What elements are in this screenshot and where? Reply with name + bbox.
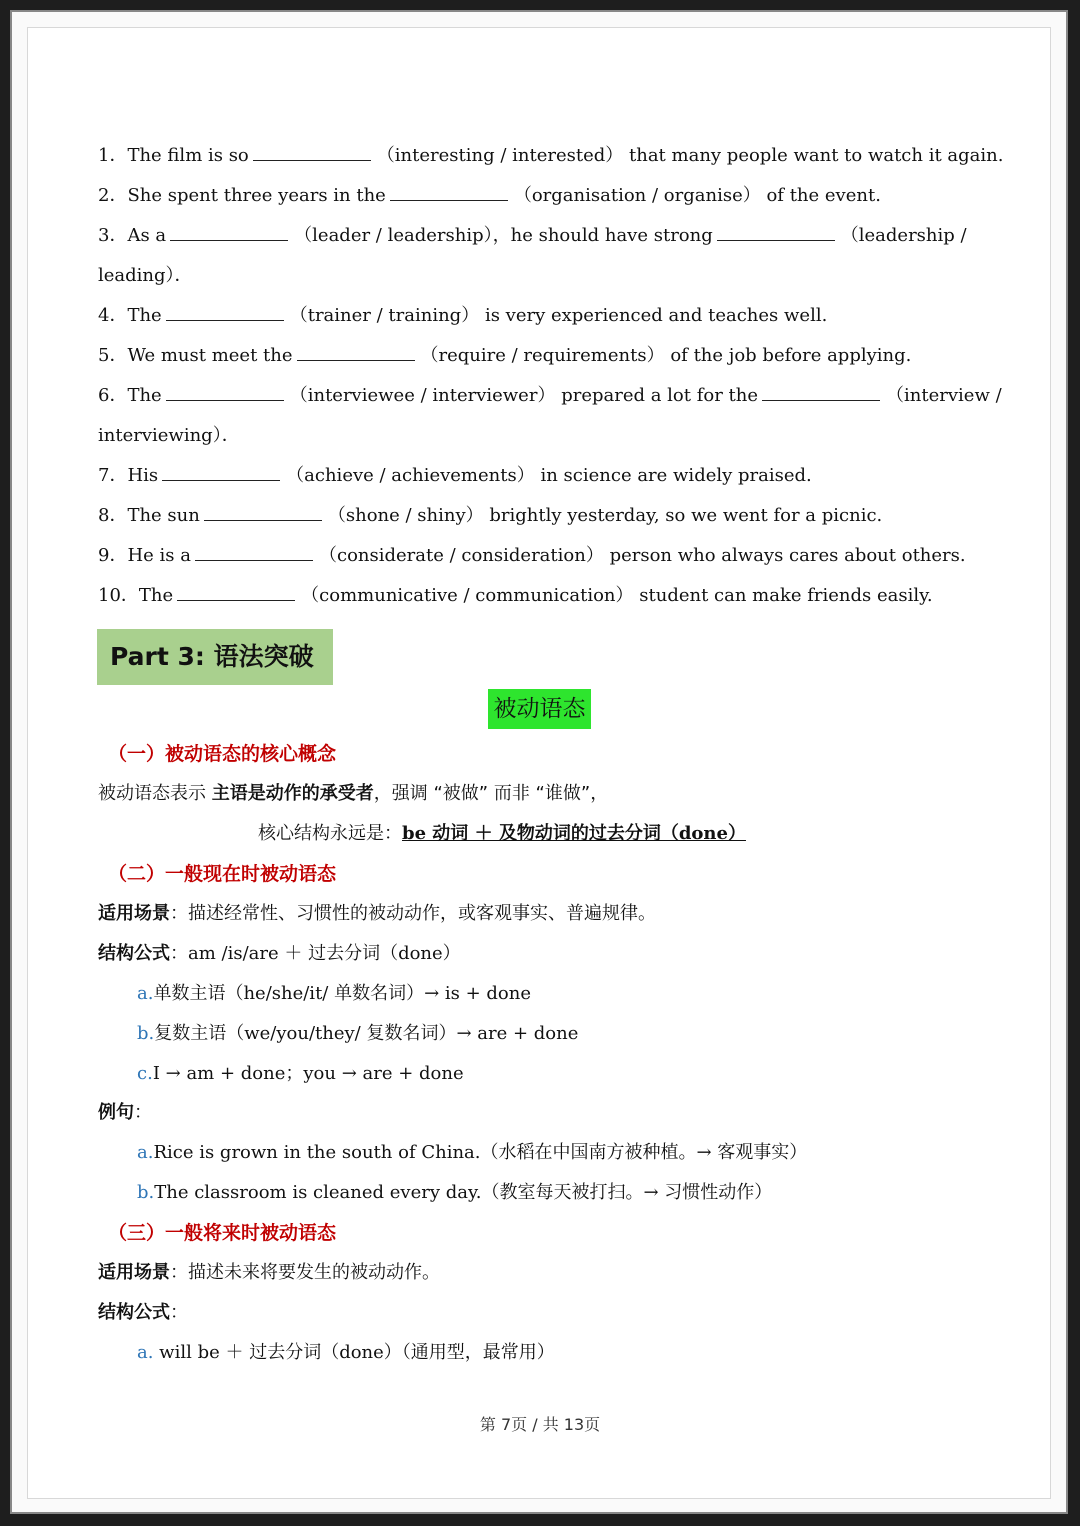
rule-b: b.复数主语（we/you/they/ 复数名词）→ are + done	[137, 1023, 579, 1044]
section-3-heading: （三）一般将来时被动语态	[108, 1222, 337, 1244]
section-1-heading: （一）被动语态的核心概念	[108, 743, 337, 765]
example-a: a.Rice is grown in the south of China.（水稻在中国南方被种植。→ 客观事实）	[137, 1142, 808, 1163]
rule-c: c.I → am + done；you → are + done	[137, 1063, 464, 1084]
exercise-2: 2．She spent three years in the （organisation / organise） of the event.	[98, 185, 881, 206]
page-number: 第 7页 / 共 13页	[479, 1415, 601, 1434]
exercise-6-continued: interviewing）．	[98, 425, 240, 446]
exercise-10: 10．The （communicative / communication） student can make friends easily.	[98, 585, 933, 606]
example-b: b.The classroom is cleaned every day.（教室每天被打扫。→ 习惯性动作）	[137, 1182, 773, 1203]
exercise-3: 3．As a （leader / leadership），he should have strong （leadership /	[98, 225, 967, 246]
formula-line-future: 结构公式：	[98, 1302, 188, 1323]
part-3-heading: Part 3: 语法突破	[97, 629, 333, 685]
topic-title: 被动语态	[488, 689, 591, 729]
exercise-5: 5．We must meet the （require / requirements） of the job before applying.	[98, 345, 912, 366]
core-structure-line: 核心结构永远是：be 动词 ＋ 及物动词的过去分词（done）	[258, 823, 746, 844]
scene-line-future: 适用场景：描述未来将要发生的被动动作。	[98, 1262, 440, 1283]
scene-line-present: 适用场景：描述经常性、习惯性的被动动作，或客观事实、普遍规律。	[98, 903, 656, 924]
exercise-3-continued: leading）．	[98, 265, 193, 286]
example-label: 例句：	[98, 1102, 152, 1123]
exercise-1: 1．The film is so （interesting / interested） that many people want to watch it again.	[98, 145, 1004, 166]
future-rule-a: a. will be ＋ 过去分词（done）（通用型，最常用）	[137, 1342, 555, 1363]
concept-line: 被动语态表示 主语是动作的承受者，强调 “被做” 而非 “谁做”，	[98, 783, 609, 804]
exercise-8: 8．The sun （shone / shiny） brightly yesterday, so we went for a picnic.	[98, 505, 883, 526]
exercise-4: 4．The （trainer / training） is very experienced and teaches well.	[98, 305, 828, 326]
exercise-7: 7．His （achieve / achievements） in science are widely praised.	[98, 465, 812, 486]
rule-a: a.单数主语（he/she/it/ 单数名词）→ is + done	[137, 983, 532, 1004]
formula-line-present: 结构公式：am /is/are ＋ 过去分词（done）	[98, 943, 461, 964]
exercise-9: 9．He is a （considerate / consideration） person who always cares about others.	[98, 545, 966, 566]
exercise-6: 6．The （interviewee / interviewer） prepared a lot for the （interview /	[98, 385, 1002, 406]
section-2-heading: （二）一般现在时被动语态	[108, 863, 337, 885]
